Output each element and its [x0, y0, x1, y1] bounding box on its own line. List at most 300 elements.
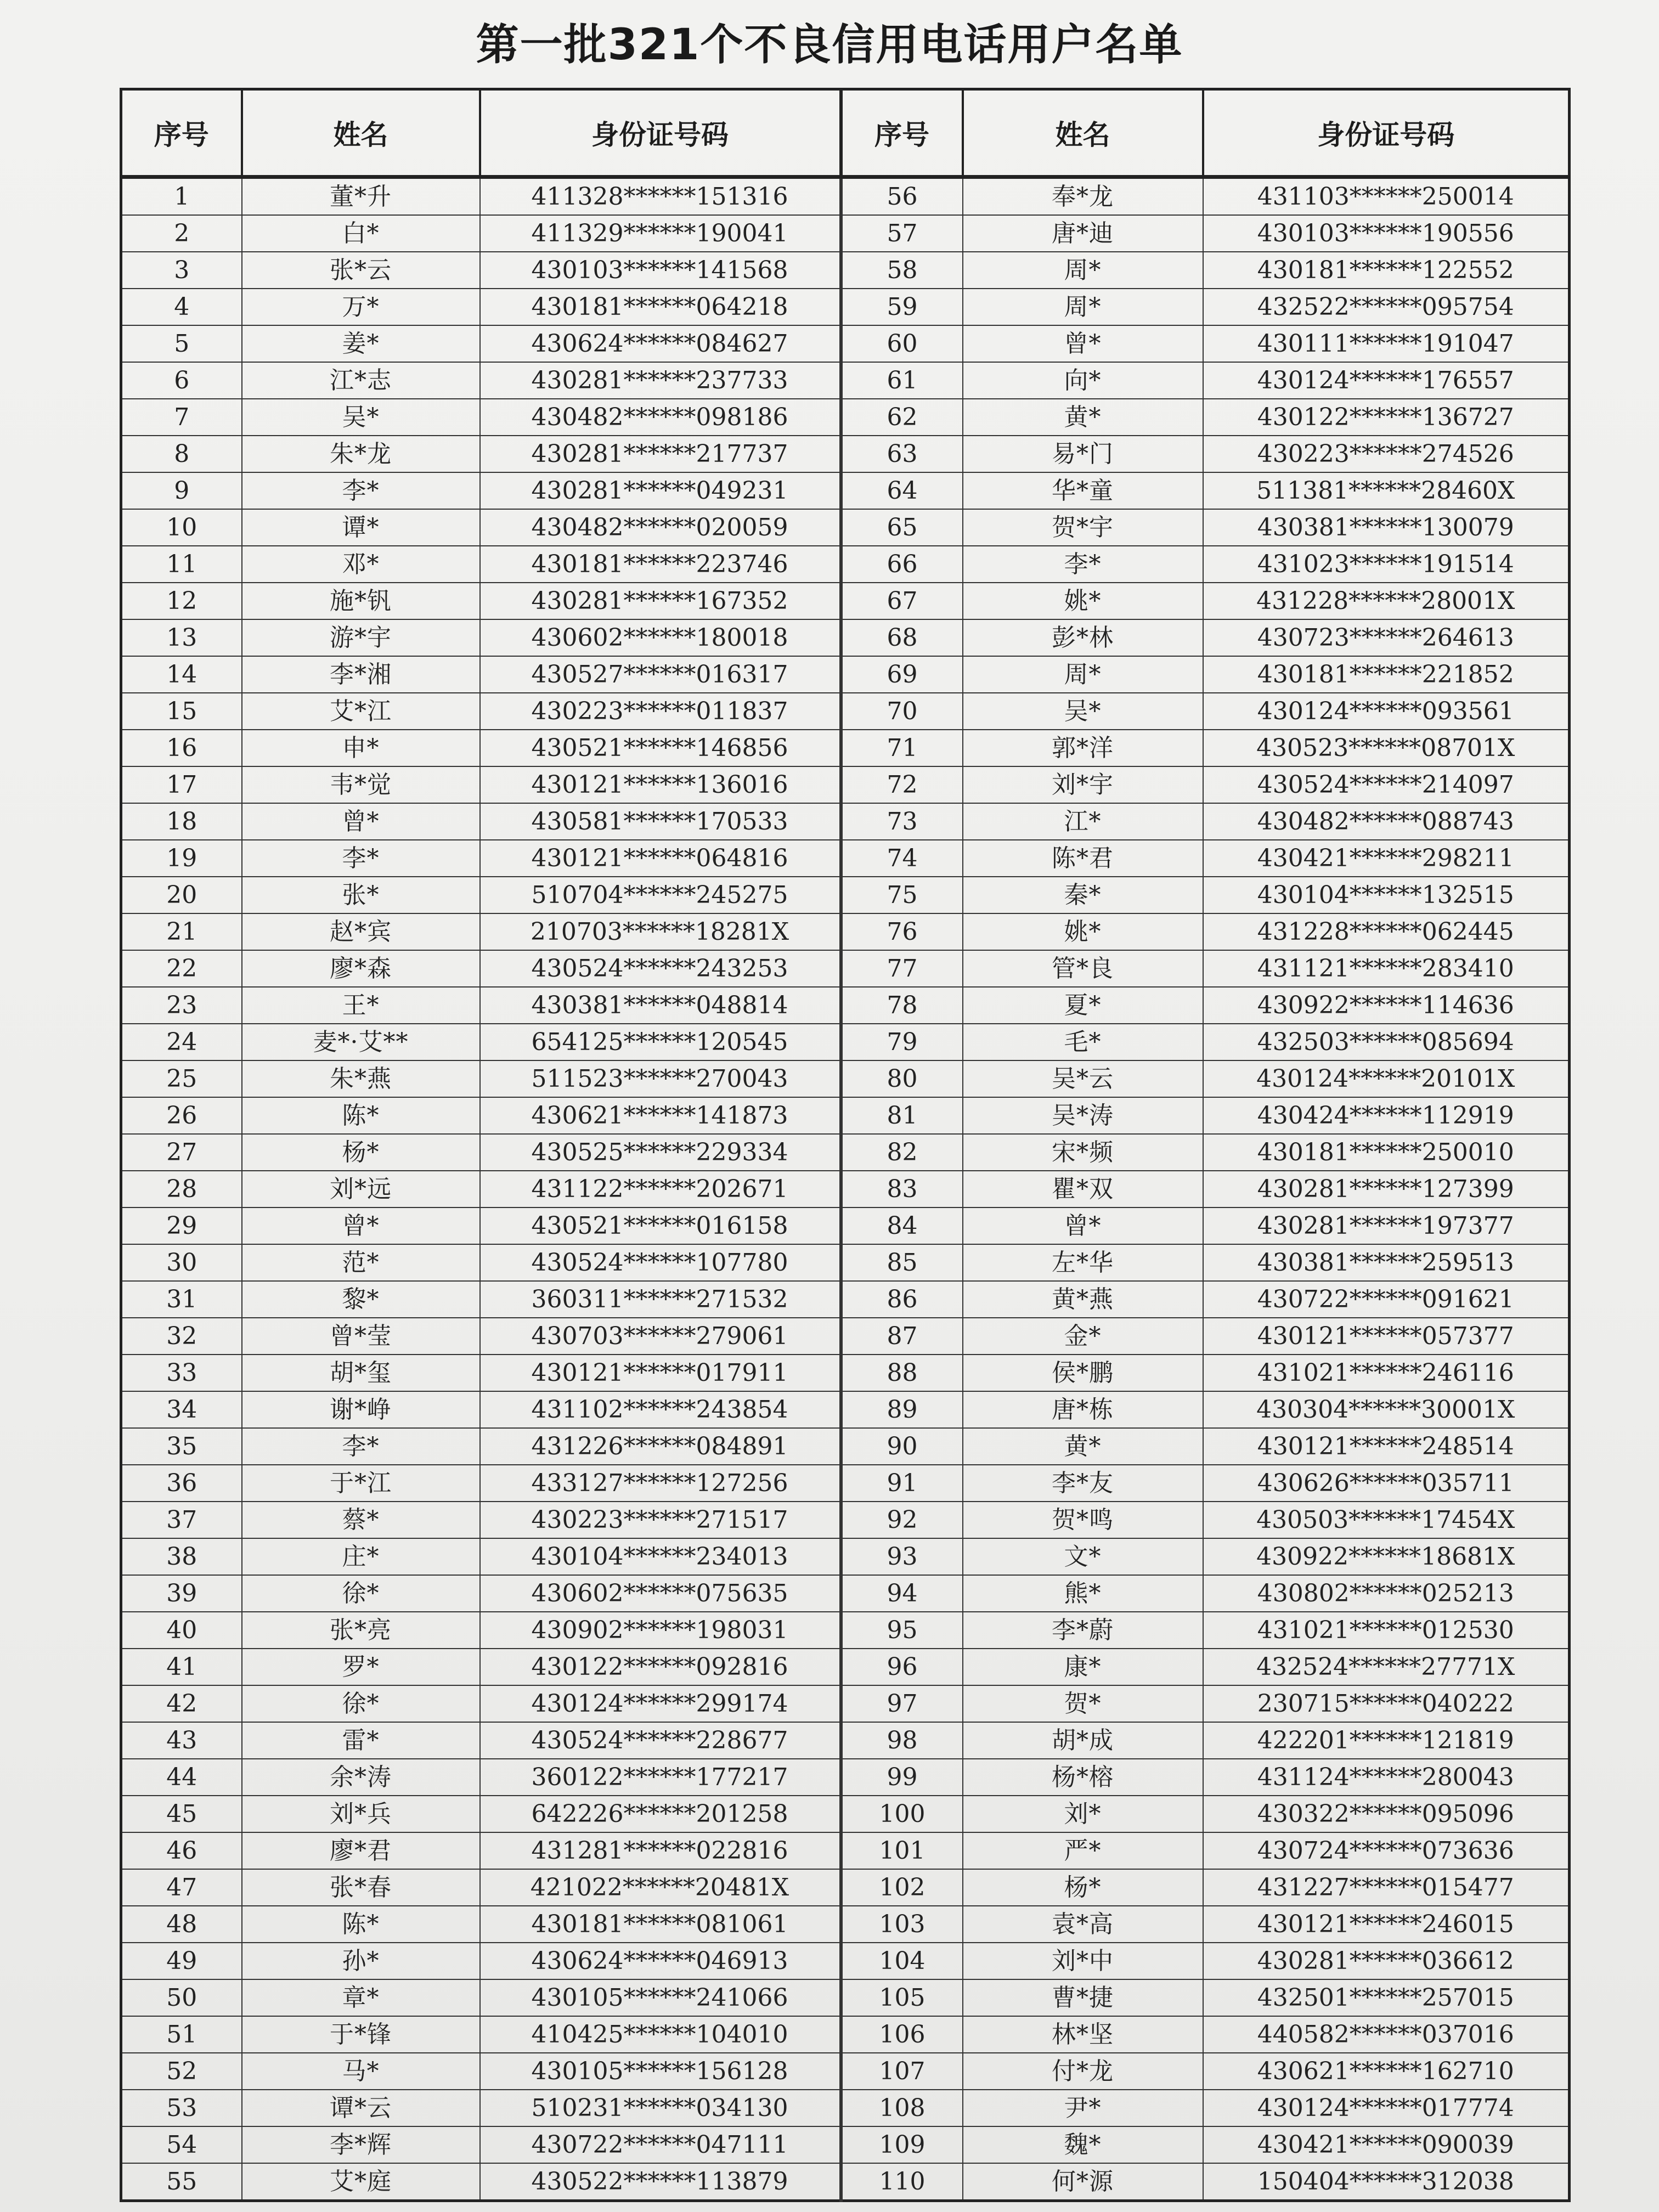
- name-cell: 孙*: [242, 1943, 480, 1979]
- seq-cell: 62: [841, 399, 963, 436]
- seq-cell: 32: [121, 1318, 242, 1355]
- table-row: [121, 913, 1570, 950]
- name-cell: 马*: [242, 2053, 480, 2090]
- id-cell: 431103******250014: [1203, 177, 1570, 216]
- seq-cell: 38: [121, 1538, 242, 1575]
- seq-cell: 37: [121, 1502, 242, 1538]
- seq-cell: 28: [121, 1171, 242, 1207]
- name-cell: 张*云: [242, 252, 480, 289]
- name-cell: 王*: [242, 987, 480, 1024]
- name-cell: 文*: [963, 1538, 1203, 1575]
- id-cell: 430525******229334: [480, 1134, 841, 1171]
- table-row: [121, 1502, 1570, 1538]
- name-cell: 姚*: [963, 583, 1203, 619]
- table-row: [121, 289, 1570, 325]
- name-cell: 曾*: [963, 325, 1203, 362]
- name-cell: 李*: [242, 472, 480, 509]
- id-cell: 654125******120545: [480, 1024, 841, 1060]
- name-cell: 陈*: [242, 1097, 480, 1134]
- seq-cell: 88: [841, 1355, 963, 1391]
- name-cell: 黎*: [242, 1281, 480, 1318]
- id-cell: 430424******112919: [1203, 1097, 1570, 1134]
- name-cell: 华*童: [963, 472, 1203, 509]
- name-cell: 白*: [242, 215, 480, 252]
- table-row: [121, 2090, 1570, 2126]
- seq-cell: 69: [841, 656, 963, 693]
- id-cell: 430281******197377: [1203, 1207, 1570, 1244]
- seq-cell: 106: [841, 2016, 963, 2053]
- name-cell: 廖*森: [242, 950, 480, 987]
- id-cell: 430105******241066: [480, 1979, 841, 2016]
- id-cell: 430521******146856: [480, 730, 841, 766]
- name-cell: 瞿*双: [963, 1171, 1203, 1207]
- name-cell: 彭*林: [963, 619, 1203, 656]
- seq-cell: 90: [841, 1428, 963, 1465]
- name-cell: 艾*江: [242, 693, 480, 730]
- seq-cell: 68: [841, 619, 963, 656]
- id-cell: 431102******243854: [480, 1391, 841, 1428]
- seq-cell: 14: [121, 656, 242, 693]
- name-cell: 雷*: [242, 1722, 480, 1759]
- id-cell: 430524******243253: [480, 950, 841, 987]
- id-cell: 430111******191047: [1203, 325, 1570, 362]
- id-cell: 431122******202671: [480, 1171, 841, 1207]
- seq-cell: 48: [121, 1906, 242, 1943]
- id-cell: 510704******245275: [480, 877, 841, 913]
- name-cell: 胡*成: [963, 1722, 1203, 1759]
- seq-cell: 66: [841, 546, 963, 583]
- seq-cell: 95: [841, 1612, 963, 1649]
- table-row: [121, 1244, 1570, 1281]
- id-cell: 430802******025213: [1203, 1575, 1570, 1612]
- name-cell: 申*: [242, 730, 480, 766]
- seq-cell: 84: [841, 1207, 963, 1244]
- table-row: [121, 1796, 1570, 1832]
- name-cell: 李*友: [963, 1465, 1203, 1502]
- table-row: [121, 2053, 1570, 2090]
- seq-cell: 13: [121, 619, 242, 656]
- seq-cell: 49: [121, 1943, 242, 1979]
- name-cell: 付*龙: [963, 2053, 1203, 2090]
- id-cell: 433127******127256: [480, 1465, 841, 1502]
- name-cell: 曾*: [242, 803, 480, 840]
- name-cell: 张*亮: [242, 1612, 480, 1649]
- id-cell: 430922******18681X: [1203, 1538, 1570, 1575]
- seq-cell: 56: [841, 177, 963, 216]
- seq-cell: 23: [121, 987, 242, 1024]
- name-cell: 于*锋: [242, 2016, 480, 2053]
- table-row: [121, 1318, 1570, 1355]
- table-row: [121, 1722, 1570, 1759]
- name-cell: 罗*: [242, 1649, 480, 1685]
- table-row: [121, 1685, 1570, 1722]
- name-cell: 姜*: [242, 325, 480, 362]
- seq-cell: 12: [121, 583, 242, 619]
- seq-cell: 99: [841, 1759, 963, 1796]
- name-cell: 吴*云: [963, 1060, 1203, 1097]
- name-cell: 毛*: [963, 1024, 1203, 1060]
- id-cell: 422201******121819: [1203, 1722, 1570, 1759]
- table-row: [121, 1575, 1570, 1612]
- id-cell: 430304******30001X: [1203, 1391, 1570, 1428]
- seq-cell: 98: [841, 1722, 963, 1759]
- seq-cell: 17: [121, 766, 242, 803]
- name-cell: 曾*莹: [242, 1318, 480, 1355]
- seq-cell: 29: [121, 1207, 242, 1244]
- seq-cell: 27: [121, 1134, 242, 1171]
- seq-cell: 93: [841, 1538, 963, 1575]
- id-cell: 430124******017774: [1203, 2090, 1570, 2126]
- seq-cell: 19: [121, 840, 242, 877]
- name-cell: 李*湘: [242, 656, 480, 693]
- name-cell: 金*: [963, 1318, 1203, 1355]
- name-cell: 易*门: [963, 436, 1203, 472]
- table-row: [121, 766, 1570, 803]
- seq-cell: 71: [841, 730, 963, 766]
- name-cell: 谭*: [242, 509, 480, 546]
- seq-cell: 81: [841, 1097, 963, 1134]
- name-cell: 吴*涛: [963, 1097, 1203, 1134]
- id-cell: 430381******048814: [480, 987, 841, 1024]
- seq-cell: 22: [121, 950, 242, 987]
- seq-cell: 108: [841, 2090, 963, 2126]
- id-cell: 432501******257015: [1203, 1979, 1570, 2016]
- name-cell: 李*辉: [242, 2126, 480, 2163]
- id-cell: 431228******062445: [1203, 913, 1570, 950]
- id-cell: 430381******130079: [1203, 509, 1570, 546]
- seq-cell: 79: [841, 1024, 963, 1060]
- id-cell: 360311******271532: [480, 1281, 841, 1318]
- id-cell: 430124******093561: [1203, 693, 1570, 730]
- name-cell: 姚*: [963, 913, 1203, 950]
- id-cell: 430581******170533: [480, 803, 841, 840]
- id-cell: 432522******095754: [1203, 289, 1570, 325]
- seq-cell: 82: [841, 1134, 963, 1171]
- name-cell: 徐*: [242, 1685, 480, 1722]
- id-cell: 430522******113879: [480, 2163, 841, 2201]
- id-cell: 430104******234013: [480, 1538, 841, 1575]
- id-cell: 430621******141873: [480, 1097, 841, 1134]
- id-cell: 430602******180018: [480, 619, 841, 656]
- name-cell: 谭*云: [242, 2090, 480, 2126]
- id-cell: 430181******223746: [480, 546, 841, 583]
- id-cell: 430722******091621: [1203, 1281, 1570, 1318]
- seq-cell: 85: [841, 1244, 963, 1281]
- id-cell: 421022******20481X: [480, 1869, 841, 1906]
- id-cell: 430624******046913: [480, 1943, 841, 1979]
- id-cell: 430121******057377: [1203, 1318, 1570, 1355]
- table-row: [121, 1097, 1570, 1134]
- name-cell: 刘*: [963, 1796, 1203, 1832]
- id-cell: 430624******084627: [480, 325, 841, 362]
- seq-cell: 15: [121, 693, 242, 730]
- table-row: [121, 362, 1570, 399]
- id-cell: 430223******274526: [1203, 436, 1570, 472]
- id-cell: 440582******037016: [1203, 2016, 1570, 2053]
- seq-cell: 52: [121, 2053, 242, 2090]
- id-cell: 430723******264613: [1203, 619, 1570, 656]
- table-row: [121, 1171, 1570, 1207]
- name-cell: 朱*龙: [242, 436, 480, 472]
- name-cell: 李*: [963, 546, 1203, 583]
- table-row: [121, 1759, 1570, 1796]
- seq-cell: 26: [121, 1097, 242, 1134]
- table-row: [121, 472, 1570, 509]
- id-cell: 430121******248514: [1203, 1428, 1570, 1465]
- name-cell: 杨*: [963, 1869, 1203, 1906]
- id-cell: 431228******28001X: [1203, 583, 1570, 619]
- seq-cell: 3: [121, 252, 242, 289]
- seq-cell: 86: [841, 1281, 963, 1318]
- table-row: [121, 252, 1570, 289]
- table-row: [121, 1538, 1570, 1575]
- id-cell: 431281******022816: [480, 1832, 841, 1869]
- id-cell: 430281******049231: [480, 472, 841, 509]
- table-row: [121, 1134, 1570, 1171]
- name-cell: 蔡*: [242, 1502, 480, 1538]
- seq-cell: 11: [121, 546, 242, 583]
- seq-cell: 55: [121, 2163, 242, 2201]
- id-cell: 430121******246015: [1203, 1906, 1570, 1943]
- id-cell: 430724******073636: [1203, 1832, 1570, 1869]
- table-row: [121, 436, 1570, 472]
- name-cell: 刘*兵: [242, 1796, 480, 1832]
- table-row: [121, 399, 1570, 436]
- seq-cell: 53: [121, 2090, 242, 2126]
- table-row: [121, 2016, 1570, 2053]
- id-cell: 410425******104010: [480, 2016, 841, 2053]
- seq-cell: 102: [841, 1869, 963, 1906]
- id-cell: 430105******156128: [480, 2053, 841, 2090]
- name-cell: 陈*: [242, 1906, 480, 1943]
- id-cell: 430482******088743: [1203, 803, 1570, 840]
- name-cell: 郭*洋: [963, 730, 1203, 766]
- table-row: [121, 215, 1570, 252]
- id-cell: 430703******279061: [480, 1318, 841, 1355]
- name-cell: 周*: [963, 252, 1203, 289]
- id-cell: 430124******299174: [480, 1685, 841, 1722]
- table-row: [121, 987, 1570, 1024]
- name-cell: 魏*: [963, 2126, 1203, 2163]
- id-cell: 432503******085694: [1203, 1024, 1570, 1060]
- seq-cell: 74: [841, 840, 963, 877]
- name-cell: 侯*鹏: [963, 1355, 1203, 1391]
- name-cell: 陈*君: [963, 840, 1203, 877]
- id-cell: 430124******20101X: [1203, 1060, 1570, 1097]
- id-cell: 430902******198031: [480, 1612, 841, 1649]
- seq-cell: 7: [121, 399, 242, 436]
- name-cell: 黄*: [963, 399, 1203, 436]
- table-row: [121, 1649, 1570, 1685]
- table-row: [121, 546, 1570, 583]
- seq-cell: 47: [121, 1869, 242, 1906]
- seq-cell: 80: [841, 1060, 963, 1097]
- seq-cell: 31: [121, 1281, 242, 1318]
- table-row: [121, 1832, 1570, 1869]
- name-cell: 余*涛: [242, 1759, 480, 1796]
- seq-cell: 46: [121, 1832, 242, 1869]
- id-cell: 430281******237733: [480, 362, 841, 399]
- name-cell: 韦*觉: [242, 766, 480, 803]
- seq-cell: 83: [841, 1171, 963, 1207]
- id-cell: 430602******075635: [480, 1575, 841, 1612]
- table-row: [121, 583, 1570, 619]
- id-cell: 430922******114636: [1203, 987, 1570, 1024]
- table-row: [121, 1906, 1570, 1943]
- seq-cell: 16: [121, 730, 242, 766]
- seq-cell: 76: [841, 913, 963, 950]
- seq-cell: 70: [841, 693, 963, 730]
- name-cell: 刘*中: [963, 1943, 1203, 1979]
- seq-cell: 67: [841, 583, 963, 619]
- name-cell: 于*江: [242, 1465, 480, 1502]
- table-row: [121, 1281, 1570, 1318]
- seq-cell: 75: [841, 877, 963, 913]
- seq-cell: 42: [121, 1685, 242, 1722]
- table-row: [121, 693, 1570, 730]
- name-cell: 左*华: [963, 1244, 1203, 1281]
- id-cell: 431227******015477: [1203, 1869, 1570, 1906]
- seq-cell: 65: [841, 509, 963, 546]
- header-seq-right: 序号: [841, 89, 963, 177]
- name-cell: 唐*栋: [963, 1391, 1203, 1428]
- table-row: [121, 1943, 1570, 1979]
- header-name-right: 姓名: [963, 89, 1203, 177]
- id-cell: 430121******017911: [480, 1355, 841, 1391]
- name-cell: 江*: [963, 803, 1203, 840]
- table-row: [121, 1612, 1570, 1649]
- name-cell: 贺*: [963, 1685, 1203, 1722]
- seq-cell: 30: [121, 1244, 242, 1281]
- document-title: 第一批321个不良信用电话用户名单: [476, 20, 1183, 70]
- header-name-left: 姓名: [242, 89, 480, 177]
- seq-cell: 61: [841, 362, 963, 399]
- header-seq-left: 序号: [121, 89, 242, 177]
- id-cell: 430122******136727: [1203, 399, 1570, 436]
- id-cell: 430482******020059: [480, 509, 841, 546]
- table-row: [121, 1391, 1570, 1428]
- name-cell: 唐*迪: [963, 215, 1203, 252]
- name-cell: 管*良: [963, 950, 1203, 987]
- id-cell: 430281******036612: [1203, 1943, 1570, 1979]
- table-row: [121, 1869, 1570, 1906]
- seq-cell: 78: [841, 987, 963, 1024]
- id-cell: 430103******141568: [480, 252, 841, 289]
- id-cell: 430503******17454X: [1203, 1502, 1570, 1538]
- id-cell: 430122******092816: [480, 1649, 841, 1685]
- name-cell: 江*志: [242, 362, 480, 399]
- seq-cell: 77: [841, 950, 963, 987]
- seq-cell: 107: [841, 2053, 963, 2090]
- name-cell: 严*: [963, 1832, 1203, 1869]
- id-cell: 430524******107780: [480, 1244, 841, 1281]
- id-cell: 431021******246116: [1203, 1355, 1570, 1391]
- name-cell: 张*春: [242, 1869, 480, 1906]
- id-cell: 411329******190041: [480, 215, 841, 252]
- seq-cell: 63: [841, 436, 963, 472]
- id-cell: 430104******132515: [1203, 877, 1570, 913]
- name-cell: 廖*君: [242, 1832, 480, 1869]
- id-cell: 431226******084891: [480, 1428, 841, 1465]
- id-cell: 430421******298211: [1203, 840, 1570, 877]
- id-cell: 430281******217737: [480, 436, 841, 472]
- id-cell: 642226******201258: [480, 1796, 841, 1832]
- name-cell: 杨*榕: [963, 1759, 1203, 1796]
- seq-cell: 8: [121, 436, 242, 472]
- seq-cell: 20: [121, 877, 242, 913]
- table-row: [121, 177, 1570, 216]
- seq-cell: 101: [841, 1832, 963, 1869]
- name-cell: 周*: [963, 289, 1203, 325]
- roster-table: [120, 88, 1571, 2202]
- id-cell: 430103******190556: [1203, 215, 1570, 252]
- name-cell: 刘*远: [242, 1171, 480, 1207]
- seq-cell: 4: [121, 289, 242, 325]
- seq-cell: 54: [121, 2126, 242, 2163]
- seq-cell: 60: [841, 325, 963, 362]
- seq-cell: 64: [841, 472, 963, 509]
- name-cell: 黄*: [963, 1428, 1203, 1465]
- id-cell: 430523******08701X: [1203, 730, 1570, 766]
- seq-cell: 41: [121, 1649, 242, 1685]
- id-cell: 430181******064218: [480, 289, 841, 325]
- seq-cell: 35: [121, 1428, 242, 1465]
- seq-cell: 58: [841, 252, 963, 289]
- id-cell: 431023******191514: [1203, 546, 1570, 583]
- name-cell: 谢*峥: [242, 1391, 480, 1428]
- name-cell: 尹*: [963, 2090, 1203, 2126]
- id-cell: 511523******270043: [480, 1060, 841, 1097]
- seq-cell: 34: [121, 1391, 242, 1428]
- name-cell: 李*蔚: [963, 1612, 1203, 1649]
- name-cell: 曹*捷: [963, 1979, 1203, 2016]
- table-row: [121, 1465, 1570, 1502]
- name-cell: 张*: [242, 877, 480, 913]
- seq-cell: 44: [121, 1759, 242, 1796]
- name-cell: 万*: [242, 289, 480, 325]
- id-cell: 432524******27771X: [1203, 1649, 1570, 1685]
- id-cell: 430722******047111: [480, 2126, 841, 2163]
- id-cell: 431021******012530: [1203, 1612, 1570, 1649]
- seq-cell: 5: [121, 325, 242, 362]
- id-cell: 360122******177217: [480, 1759, 841, 1796]
- name-cell: 麦*·艾**: [242, 1024, 480, 1060]
- seq-cell: 21: [121, 913, 242, 950]
- id-cell: 150404******312038: [1203, 2163, 1570, 2201]
- seq-cell: 2: [121, 215, 242, 252]
- name-cell: 向*: [963, 362, 1203, 399]
- id-cell: 430181******081061: [480, 1906, 841, 1943]
- table-row: [121, 840, 1570, 877]
- name-cell: 曾*: [963, 1207, 1203, 1244]
- seq-cell: 39: [121, 1575, 242, 1612]
- name-cell: 康*: [963, 1649, 1203, 1685]
- name-cell: 贺*鸣: [963, 1502, 1203, 1538]
- name-cell: 周*: [963, 656, 1203, 693]
- name-cell: 范*: [242, 1244, 480, 1281]
- seq-cell: 110: [841, 2163, 963, 2201]
- id-cell: 430223******271517: [480, 1502, 841, 1538]
- seq-cell: 25: [121, 1060, 242, 1097]
- table-row: [121, 2126, 1570, 2163]
- id-cell: 430281******127399: [1203, 1171, 1570, 1207]
- table-header-row: [121, 89, 1570, 177]
- seq-cell: 57: [841, 215, 963, 252]
- id-cell: 510231******034130: [480, 2090, 841, 2126]
- seq-cell: 89: [841, 1391, 963, 1428]
- seq-cell: 109: [841, 2126, 963, 2163]
- name-cell: 游*宇: [242, 619, 480, 656]
